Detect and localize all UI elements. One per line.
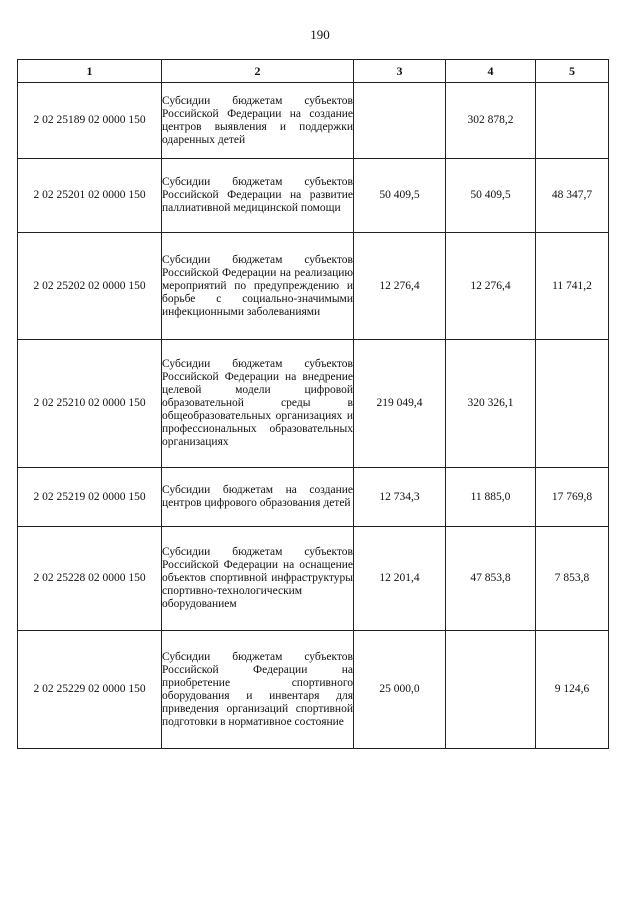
description-cell [162, 527, 354, 631]
value-col4: 302 878,2 [446, 83, 536, 159]
value-col3: 50 409,5 [354, 159, 446, 233]
value-col3: 12 734,3 [354, 468, 446, 527]
value-col5 [536, 340, 609, 468]
column-header-1: 1 [18, 60, 162, 83]
budget-code: 2 02 25189 02 0000 150 [18, 83, 162, 159]
value-col3: 12 201,4 [354, 527, 446, 631]
budget-code: 2 02 25202 02 0000 150 [18, 233, 162, 340]
description-text: Субсидии бюджетам на создание центров цифрового образования детей [162, 484, 353, 509]
budget-code: 2 02 25201 02 0000 150 [18, 159, 162, 233]
value-col4 [446, 631, 536, 749]
value-col5: 9 124,6 [536, 631, 609, 749]
value-col4: 320 326,1 [446, 340, 536, 468]
description-cell [162, 340, 354, 468]
description-cell [162, 631, 354, 749]
value-col4: 47 853,8 [446, 527, 536, 631]
table-row [18, 468, 609, 527]
column-header-4: 4 [446, 60, 536, 83]
table-row [18, 340, 609, 468]
value-col4: 11 885,0 [446, 468, 536, 527]
column-header-3: 3 [354, 60, 446, 83]
value-col3 [354, 83, 446, 159]
table-row [18, 631, 609, 749]
table-row [18, 159, 609, 233]
budget-code: 2 02 25228 02 0000 150 [18, 527, 162, 631]
value-col5: 11 741,2 [536, 233, 609, 340]
table-row [18, 83, 609, 159]
description-text: Субсидии бюджетам субъектов Российской Федерации на реализацию мероприятий по предупреждению и борьбе с социально-значимыми инфекционными заболеваниями [162, 253, 353, 318]
value-col3: 219 049,4 [354, 340, 446, 468]
value-col5: 48 347,7 [536, 159, 609, 233]
description-text: Субсидии бюджетам субъектов Российской Федерации на развитие паллиативной медицинской помощи [162, 176, 353, 214]
description-text: Субсидии бюджетам субъектов Российской Федерации на приобретение спортивного оборудования и инвентаря для приведения организаций спортивной подготовки в нормативное состояние [162, 650, 353, 728]
description-text: Субсидии бюджетам субъектов Российской Федерации на внедрение целевой модели цифровой образовательной среды в общеобразовательных организациях и профессиональных образовательных организациях [162, 358, 353, 448]
table-row [18, 233, 609, 340]
column-header-2: 2 [162, 60, 354, 83]
description-cell [162, 233, 354, 340]
column-header-5: 5 [536, 60, 609, 83]
header-row [18, 60, 609, 83]
budget-table [17, 59, 609, 749]
description-cell [162, 159, 354, 233]
value-col5: 17 769,8 [536, 468, 609, 527]
value-col4: 12 276,4 [446, 233, 536, 340]
page-number: 190 [310, 27, 330, 42]
description-text: Субсидии бюджетам субъектов Российской Федерации на создание центров выявления и поддержки одаренных детей [162, 94, 353, 146]
budget-code: 2 02 25210 02 0000 150 [18, 340, 162, 468]
budget-code: 2 02 25219 02 0000 150 [18, 468, 162, 527]
description-text: Субсидии бюджетам субъектов Российской Федерации на оснащение объектов спортивной инфраструктуры спортивно-технологическим оборудованием [162, 546, 353, 610]
budget-code: 2 02 25229 02 0000 150 [18, 631, 162, 749]
value-col5 [536, 83, 609, 159]
table-row [18, 527, 609, 631]
value-col5: 7 853,8 [536, 527, 609, 631]
description-cell [162, 83, 354, 159]
value-col3: 12 276,4 [354, 233, 446, 340]
description-cell [162, 468, 354, 527]
value-col3: 25 000,0 [354, 631, 446, 749]
value-col4: 50 409,5 [446, 159, 536, 233]
